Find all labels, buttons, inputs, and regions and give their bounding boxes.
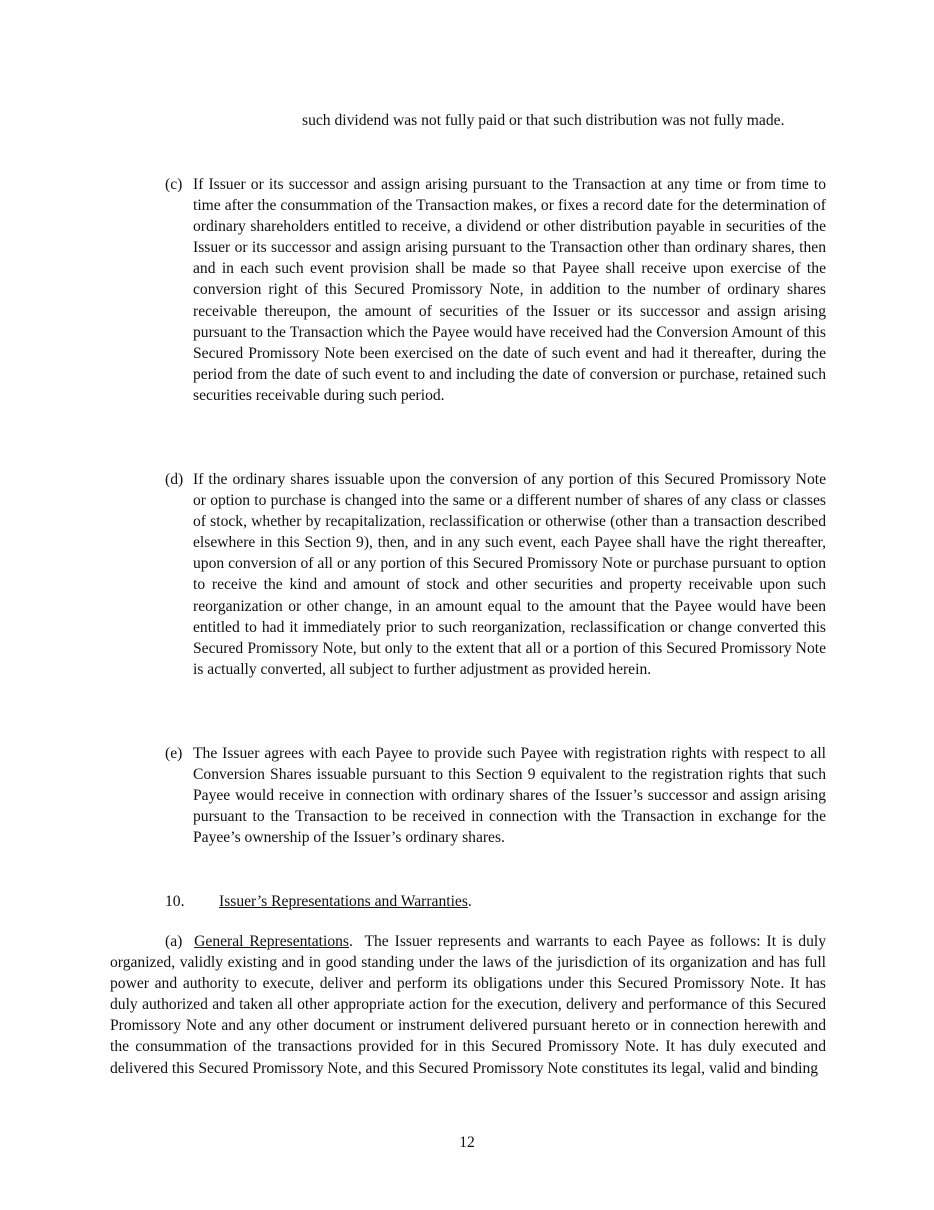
section-heading xyxy=(165,891,472,912)
subsection-a-label: (a) xyxy=(165,933,183,950)
subsection-a xyxy=(110,931,826,1079)
page-number: 12 xyxy=(459,1134,475,1151)
subsection-a-title-period: . xyxy=(349,933,353,950)
item-c xyxy=(165,174,826,406)
item-e-text: The Issuer agrees with each Payee to provide such Payee with registration rights with respect to all Conversion Shares issuable pursuant to this Section 9 equivalent to the registration rights that such Payee would receive in connection with ordinary shares of the Issuer’s successor and assign arising pursuant to the Transaction to be received in connection with the Transaction in exchange for the Payee’s ownership of the Issuer’s ordinary shares. xyxy=(193,745,826,847)
subsection-a-title: General Representations xyxy=(194,933,350,950)
continuation-paragraph: such dividend was not fully paid or that such distribution was not fully made. xyxy=(302,112,785,129)
item-d-text: If the ordinary shares issuable upon the conversion of any portion of this Secured Promissory Note or option to purchase is changed into the same or a different number of shares of any class or classes of stock, whether by recapitalization, reclassification or otherwise (other than a transaction described elsewhere in this Section 9), then, and in any such event, each Payee shall have the right thereafter, upon conversion of all or any portion of this Secured Promissory Note or purchase pursuant to option to receive the kind and amount of stock and other securities and property receivable upon such reorganization or other change, in an amount equal to the amount that the Payee would have been entitled to had it immediately prior to such reorganization, reclassification or change converted this Secured Promissory Note, but only to the extent that all or a portion of this Secured Promissory Note is actually converted, all subject to further adjustment as provided herein. xyxy=(193,471,826,678)
section-title: Issuer’s Representations and Warranties xyxy=(219,893,468,910)
item-c-text: If Issuer or its successor and assign arising pursuant to the Transaction at any time or from time to time after the consummation of the Transaction makes, or fixes a record date for the determination of ordinary shareholders entitled to receive, a dividend or other distribution payable in securities of the Issuer or its successor and assign arising pursuant to the Transaction other than ordinary shares, then and in each such event provision shall be made so that Payee shall receive upon exercise of the conversion right of this Secured Promissory Note, in addition to the number of ordinary shares receivable thereupon, the amount of securities of the Issuer or its successor and assign arising pursuant to the Transaction which the Payee would have received had the Conversion Amount of this Secured Promissory Note been exercised on the date of such event and had it thereafter, during the period from the date of such event to and including the date of conversion or purchase, retained such securities receivable during such period. xyxy=(193,176,826,404)
item-d xyxy=(165,469,826,680)
item-e xyxy=(165,743,826,848)
section-number: 10. xyxy=(165,893,185,910)
item-c-label: (c) xyxy=(165,176,183,193)
item-e-label: (e) xyxy=(165,745,183,762)
section-title-period: . xyxy=(467,893,472,910)
item-d-label: (d) xyxy=(165,471,184,488)
subsection-a-text: The Issuer represents and warrants to each Payee as follows: It is duly organized, validly existing and in good standing under the laws of the jurisdiction of its organization and has full power and authority to execute, deliver and perform its obligations under this Secured Promissory Note. It has duly authorized and taken all other appropriate action for the execution, delivery and performance of this Secured Promissory Note and any other document or instrument delivered pursuant hereto or in connection herewith and the consummation of the transactions provided for in this Secured Promissory Note. It has duly executed and delivered this Secured Promissory Note, and this Secured Promissory Note constitutes its legal, valid and binding xyxy=(110,933,827,1077)
